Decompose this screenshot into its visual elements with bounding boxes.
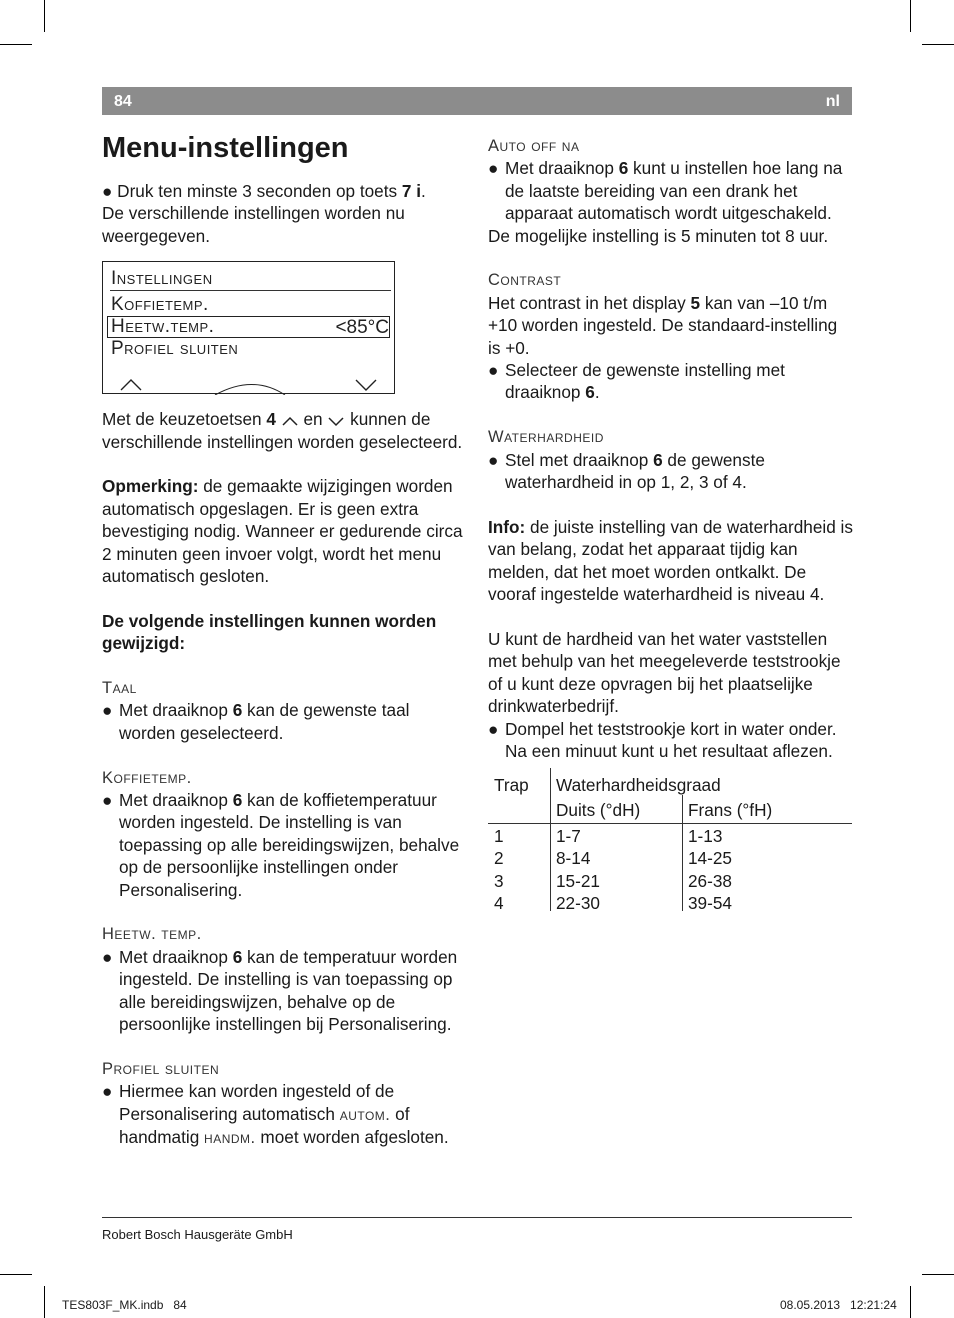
test-paragraph: U kunt de hardheid van het water vaststellen met behulp van het meegeleverde teststrookje of u kunt deze opvragen bij het plaatselijke drinkwaterbedrijf. xyxy=(488,628,841,717)
display-illustration xyxy=(102,261,395,394)
right-column xyxy=(488,135,854,918)
footer-company: Robert Bosch Hausgeräte GmbH xyxy=(102,1227,293,1242)
section-bullet: ● Met draaiknop 6 kan de gewenste taal worden geselecteerd. xyxy=(102,700,410,743)
language-code: nl xyxy=(825,93,840,110)
select-text: Met de keuzetoetsen 4 en kunnen de verschillende instellingen worden geselecteerd. xyxy=(102,409,463,452)
section-bullet: ● Hiermee kan worden ingesteld of de Personalisering automatisch autom. of handmatig handm. moet worden afgesloten. xyxy=(102,1081,449,1148)
crop-mark xyxy=(0,1274,32,1275)
section-heading-waterhardheid: Waterhardheid xyxy=(488,428,604,447)
info-label: Info: xyxy=(488,516,526,537)
display-item: Koffietemp. xyxy=(111,294,209,316)
auto-off-range: De mogelijke instelling is 5 minuten tot 8 uur. xyxy=(488,225,829,246)
section-bullet: ● Met draaiknop 6 kan de temperatuur worden ingesteld. De instelling is van toepassing op alle bereidingswijzen, behalve op de persoonlijke instellingen bij Personalisering. xyxy=(102,946,458,1035)
key-reference: 7 i xyxy=(401,181,421,201)
crop-mark xyxy=(922,1274,954,1275)
table-divider xyxy=(488,823,852,824)
left-column xyxy=(102,180,468,1150)
crop-mark xyxy=(910,1286,911,1318)
table-cell: 2 xyxy=(494,848,504,869)
section-heading-koffietemp: Koffietemp. xyxy=(102,768,192,787)
table-cell: 26-38 xyxy=(688,871,732,892)
page-number: 84 xyxy=(114,93,132,110)
chevron-down-icon xyxy=(327,415,345,427)
table-cell: 4 xyxy=(494,893,504,914)
bullet-dot: ● xyxy=(102,1081,113,1102)
bullet-dot: ● xyxy=(102,946,113,967)
section-bullet: ● Dompel het teststrookje kort in water onder. Na een minuut kunt u het resultaat aflezen. xyxy=(488,718,837,761)
crop-mark xyxy=(44,1286,45,1318)
table-cell: 1 xyxy=(494,826,504,847)
page-header-bar xyxy=(102,87,852,115)
footer-divider xyxy=(102,1217,852,1218)
contrast-text: Het contrast in het display 5 kan van –10 t/m +10 worden ingesteld. De standaard-instelling is +0. xyxy=(488,292,838,358)
table-cell: 15-21 xyxy=(556,871,600,892)
table-cell: 8-14 xyxy=(556,848,591,869)
section-heading-contrast: Contrast xyxy=(488,271,562,290)
bullet-dot: ● xyxy=(102,700,113,721)
section-heading-profiel-sluiten: Profiel sluiten xyxy=(102,1059,220,1078)
bullet-dot: ● xyxy=(488,449,499,470)
bullet-dot: ● xyxy=(102,790,113,811)
settings-heading: De volgende instellingen kunnen worden gewijzigd: xyxy=(102,610,437,654)
section-bullet: ● Met draaiknop 6 kan de koffietemperatuur worden ingesteld. De instelling is van toepassing op alle bereidingswijzen, behalve op de persoonlijke instellingen onder Personalisering. xyxy=(102,790,460,900)
note-paragraph: Opmerking: de gemaakte wijzigingen worden automatisch opgeslagen. Er is geen extra bevestiging nodig. Wanneer er gedurende circa 2 minuten geen invoer volgt, wordt het menu automatisch gesloten. xyxy=(102,476,463,587)
display-item: Profiel sluiten xyxy=(111,338,239,360)
table-divider xyxy=(682,795,683,911)
chevron-up-icon xyxy=(281,415,299,427)
dial-arc-icon xyxy=(215,385,285,396)
table-cell: 1-7 xyxy=(556,826,581,847)
intro-text: De verschillende instellingen worden nu weergegeven. xyxy=(102,203,405,246)
bullet-dot: ● xyxy=(102,181,113,201)
section-heading-auto-off: Auto off na xyxy=(488,137,580,155)
section-heading-taal: Taal xyxy=(102,679,137,698)
section-bullet: ● Selecteer de gewenste instelling met draaiknop 6. xyxy=(488,360,785,403)
table-cell: 3 xyxy=(494,871,504,892)
intro-bullet: ● Druk ten minste 3 seconden op toets 7 i. xyxy=(102,181,426,201)
water-hardness-table xyxy=(488,768,852,918)
crop-mark xyxy=(922,44,954,45)
print-file-info: TES803F_MK.indb 84 xyxy=(62,1298,187,1312)
table-cell: 1-13 xyxy=(688,826,723,847)
crop-mark xyxy=(0,44,32,45)
table-header-group: Waterhardheidsgraad xyxy=(556,775,721,796)
note-label: Opmerking: xyxy=(102,476,199,497)
section-bullet: ● Stel met draaiknop 6 de gewenste waterhardheid in op 1, 2, 3 of 4. xyxy=(488,449,765,493)
section-heading-heetw-temp: Heetw. temp. xyxy=(102,925,202,944)
table-cell: 14-25 xyxy=(688,848,732,869)
bullet-dot: ● xyxy=(488,158,499,179)
page-title: Menu-instellingen xyxy=(102,132,349,164)
chevron-down-icon xyxy=(356,380,376,390)
info-paragraph: Info: de juiste instelling van de waterhardheid is van belang, zodat het apparaat tijdig kan melden, dat het moet worden ontkalkt. De vooraf ingestelde waterhardheid is niveau 4. xyxy=(488,516,853,605)
section-bullet: ● Met draaiknop 6 kunt u instellen hoe lang na de laatste bereiding van een drank het apparaat automatisch wordt uitgeschakeld. xyxy=(488,158,843,224)
display-header: Instellingen xyxy=(111,268,213,290)
table-divider xyxy=(550,768,551,911)
bullet-dot: ● xyxy=(488,718,499,739)
print-date-info: 08.05.2013 12:21:24 xyxy=(780,1298,897,1312)
bullet-dot: ● xyxy=(488,360,499,381)
crop-mark xyxy=(910,0,911,32)
table-cell: 22-30 xyxy=(556,893,600,914)
chevron-up-icon xyxy=(121,380,141,390)
table-header-trap: Trap xyxy=(494,775,529,796)
crop-mark xyxy=(44,0,45,32)
display-item-selected: Heetw.temp. xyxy=(111,316,215,338)
display-value: <85°C xyxy=(335,317,389,339)
table-header-fh: Frans (°fH) xyxy=(688,800,773,821)
table-cell: 39-54 xyxy=(688,893,732,914)
display-divider xyxy=(110,290,391,291)
table-header-dh: Duits (°dH) xyxy=(556,800,641,821)
